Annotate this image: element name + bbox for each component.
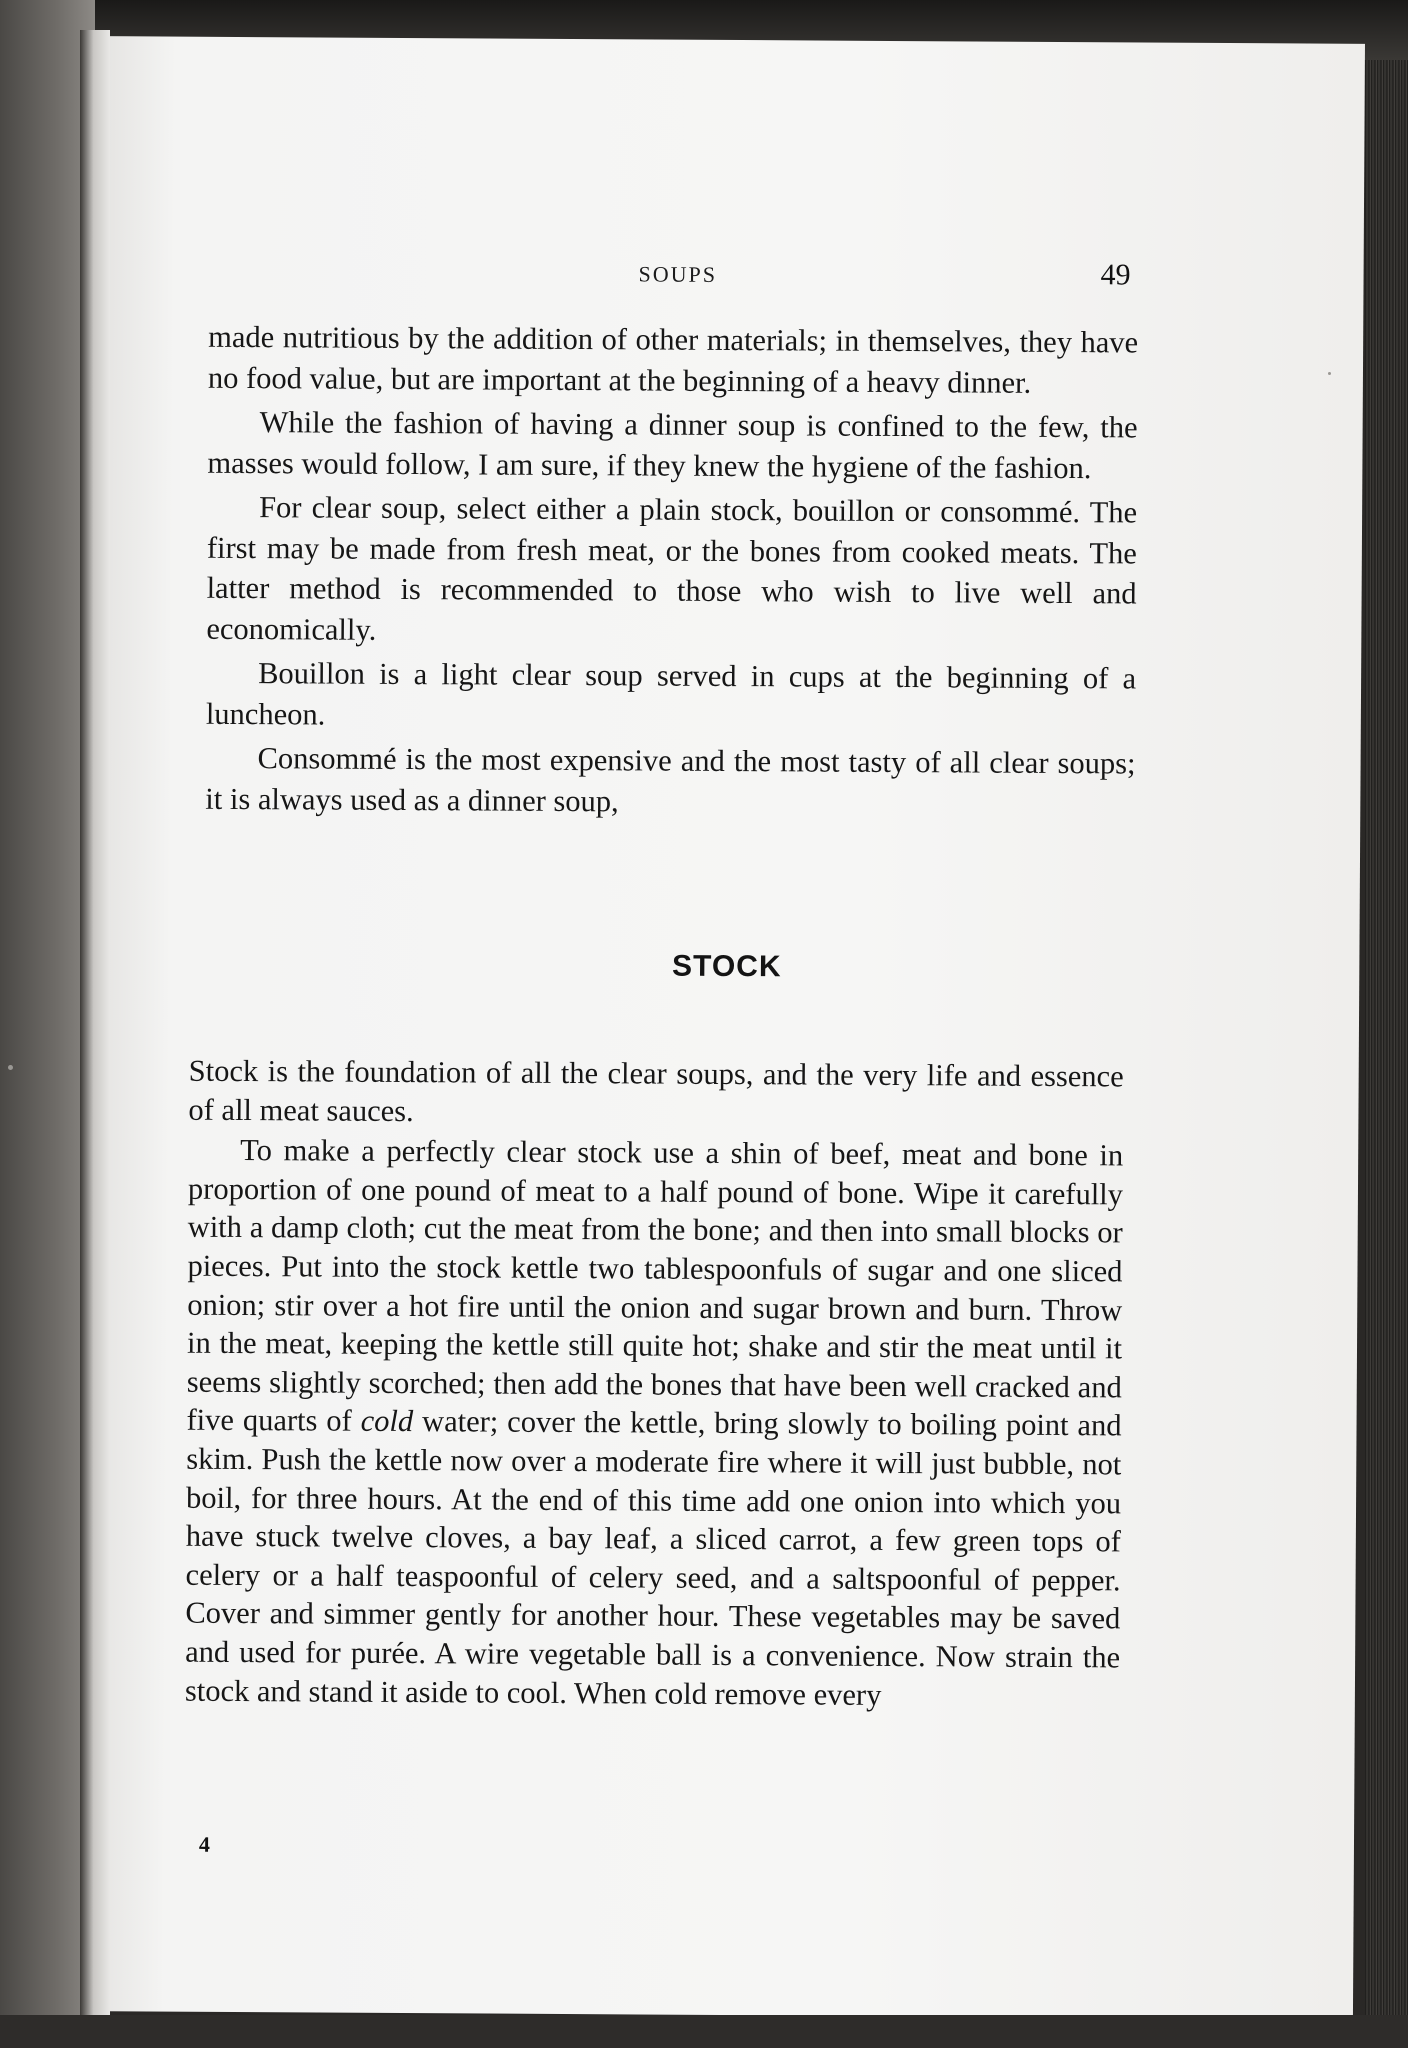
paragraph-stock-intro: Stock is the foundation of all the clear soups, and the very life and essence of all meat sauces. (188, 1053, 1124, 1128)
dust-speck (8, 1065, 13, 1070)
method-text-start: To make a perfectly clear stock use a shin of beef, meat and bone in proportion of one pound of meat to a half pound of bone. Wipe it carefully with a damp cloth; cut the meat from the bone; and then into small blocks or pieces. Put into the stock kettle two tablespoonfuls of sugar and one sliced onion; stir over a hot fire until the onion and sugar brown and burn. Throw in the meat, keeping the kettle still quite hot; shake and stir the meat until it seems slightly scorched; then add the bones that have been well cracked and five quarts of (186, 1133, 1124, 1439)
book-page (88, 36, 1365, 2019)
book-gutter (80, 30, 110, 2020)
running-head (98, 258, 1363, 306)
paragraph-consomme: Consommé is the most expensive and the most tasty of all clear soups; it is always used as a dinner soup, (205, 741, 1136, 818)
page-number: 49 (1100, 258, 1131, 292)
paragraph-bouillon: Bouillon is a light clear soup served in cups at the beginning of a luncheon. (205, 656, 1137, 732)
italic-word: cold (360, 1404, 414, 1439)
page-stack-edge (1365, 60, 1408, 2048)
paragraph-clear-soup: For clear soup, select either a plain stock, bouillon or consommé. The first may be made from fresh meat, or the bones from cooked meats. The latter method is recommended to those who wish to live well and economically. (206, 490, 1138, 647)
intro-text-block (205, 317, 1138, 825)
section-heading-stock: STOCK (672, 949, 782, 984)
scan-background-bottom (0, 2015, 1408, 2048)
paragraph-stock-method (185, 1131, 1124, 1716)
running-title: SOUPS (638, 261, 718, 287)
stock-text-block (185, 1052, 1124, 1716)
method-text-end: water; cover the kettle, bring slowly to boiling point and skim. Push the kettle now over a moderate fire where it will just bubble, not boil, for three hours. At the end of this time add one onion into which you have stuck twelve cloves, a bay leaf, a sliced carrot, a few green tops of celery or a half teaspoonful of celery seed, and a saltspoonful of pepper. Cover and simmer gently for another hour. These vegetables may be saved and used for purée. A wire vegetable ball is a convenience. Now strain the stock and stand it aside to cool. When cold remove every (184, 1404, 1122, 1712)
paragraph-fashion: While the fashion of having a dinner soup is confined to the few, the masses would follow, I am sure, if they knew the hygiene of the fashion. (207, 405, 1138, 485)
dust-speck (1328, 372, 1331, 375)
paragraph-continued: made nutritious by the addition of other materials; in themselves, they have no food value, but are important at the beginning of a heavy dinner. (207, 319, 1139, 400)
signature-mark: 4 (198, 1831, 211, 1857)
